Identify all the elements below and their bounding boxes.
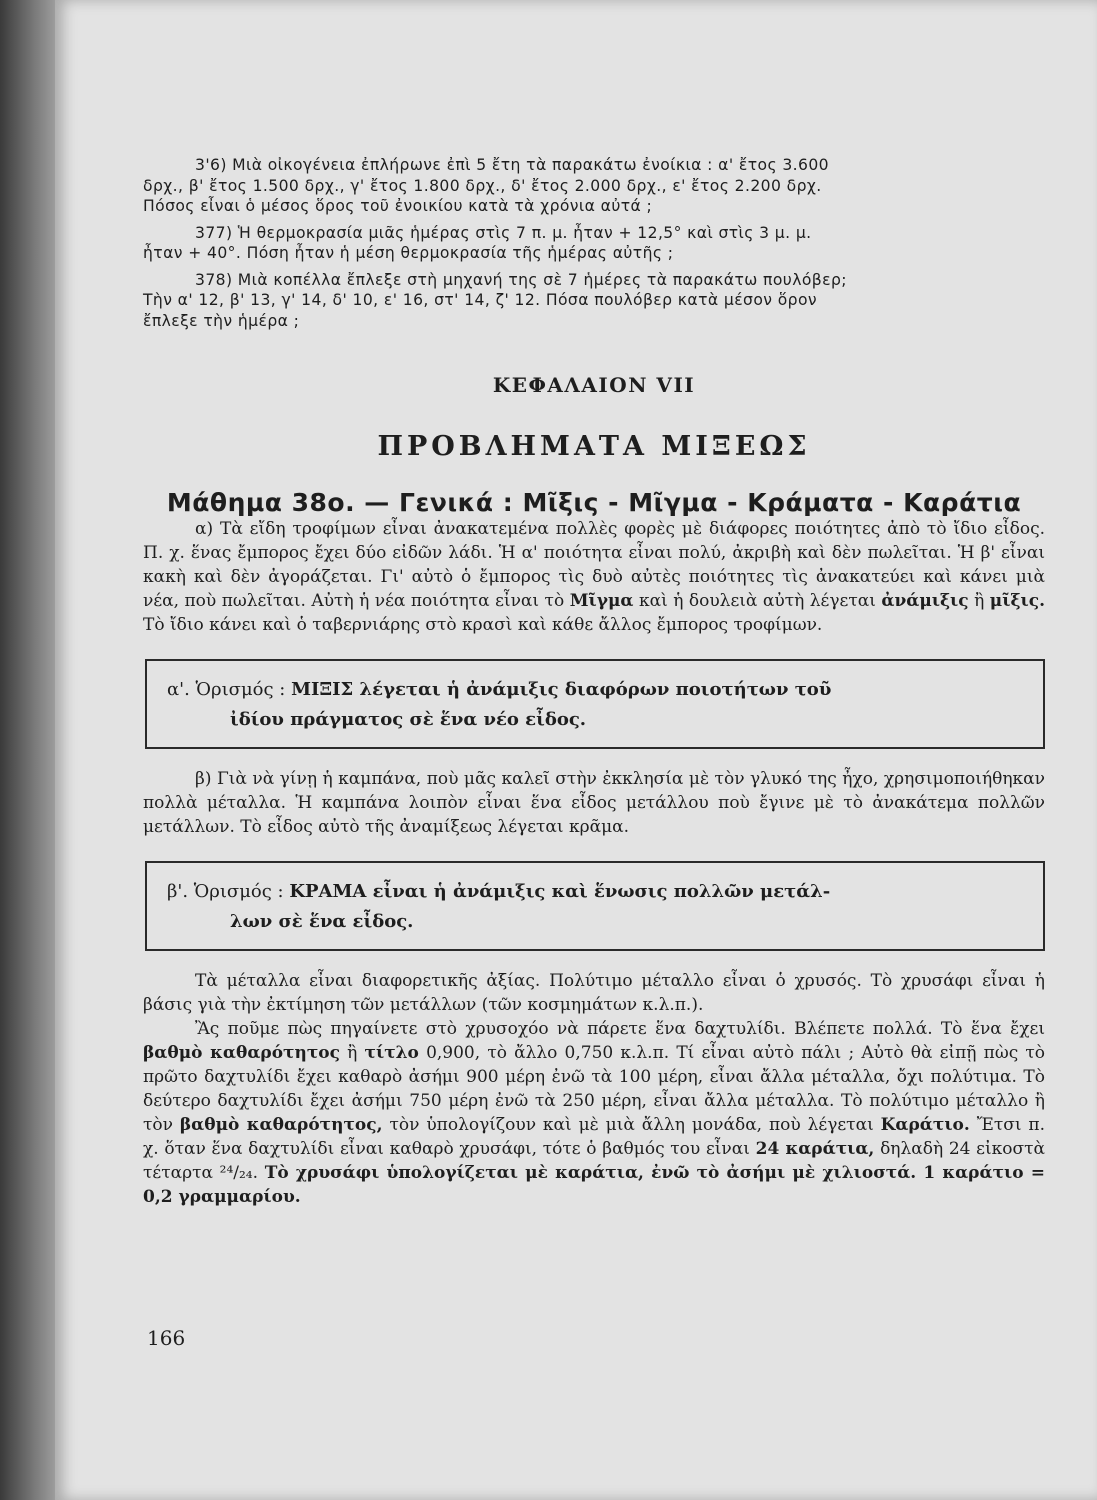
problem-377-line-2: ἦταν + 40°. Πόση ἦταν ἡ μέση θερμοκρασία τῆς ἡμέρας αὐτῆς ; — [143, 244, 674, 262]
intro-text-1: α) Τὰ εἴδη τροφίμων εἶναι ἀνακατεμένα πολλὲς φορὲς μὲ διάφορες ποιότητες ἀπὸ τὸ ἴδιο εἶδος. Π. χ. ἕνας ἔμπορος ἔχει δύο εἰδῶν λάδι. Ἡ α' ποιότητα εἶναι πολύ, ἀκριβὴ καὶ δὲν πωλεῖται. Ἡ β' εἶναι κακὴ καὶ δὲν ἀγοράζεται. Γι' αὐτὸ ὁ ἔμπορος τὶς δυὸ αὐτὲς ποιότητες τὶς ἀνακατεύει καὶ κάνει μιὰ νέα, ποὺ πωλεῖται. Αὐτὴ ἡ νέα ποιότητα εἶναι τὸ — [143, 519, 1045, 611]
intro-paragraph — [143, 517, 1045, 637]
definition-b-text-1: ΚΡΑΜΑ εἶναι ἡ ἀνάμιξις καὶ ἕνωσις πολλῶν μετάλ- — [289, 881, 831, 902]
rings-bold-title: τίτλο — [364, 1043, 419, 1063]
rings-paragraph — [143, 1017, 1045, 1209]
intro-bold-mixis: μῖξις. — [989, 591, 1046, 611]
definition-b-text-2: λων σὲ ἕνα εἶδος. — [230, 911, 414, 932]
rings-text-2: ἢ — [347, 1043, 358, 1063]
scan-binding-shadow — [0, 0, 60, 1500]
chapter-heading: ΚΕΦΑΛΑΙΟΝ VII — [492, 373, 696, 397]
page-number: 166 — [147, 1326, 186, 1350]
problem-378-line-1: 378) Μιὰ κοπέλλα ἔπλεξε στὴ μηχανή της σὲ 7 ἡμέρες τὰ παρακάτω πουλόβερ; — [195, 270, 847, 289]
rings-bold-purity-2: βαθμὸ καθαρότητος, — [179, 1115, 383, 1135]
intro-bold-anamixis: ἀνάμιξις — [881, 591, 969, 611]
problem-376-line-3: Πόσος εἶναι ὁ μέσος ὅρος τοῦ ἐνοικίου κατὰ τὰ χρόνια αὐτά ; — [143, 197, 653, 215]
book-page — [55, 0, 1097, 1500]
definition-a-line-2 — [167, 705, 1023, 735]
lesson-title: Μάθημα 38ο. — Γενικά : Μῖξις - Μῖγμα - Κράματα - Καράτια — [166, 488, 1022, 517]
intro-text-2: καὶ ἡ δουλειὰ αὐτὴ λέγεται — [638, 591, 876, 611]
definition-b-line-2 — [167, 907, 1023, 937]
problem-376-line-1: 3'6) Μιὰ οἰκογένεια ἐπλήρωνε ἐπὶ 5 ἔτη τὰ παρακάτω ἐνοίκια : α' ἔτος 3.600 — [195, 156, 830, 174]
definition-box-mixis — [145, 659, 1045, 749]
rings-text-5: Ἔτσι π. χ. ὅταν ἕνα δαχτυλίδι εἶναι καθαρὸ χρυσάφι, τότε ὁ βαθμός του εἶναι — [143, 1115, 1046, 1159]
intro-bold-migma: Μῖγμα — [569, 591, 634, 611]
bell-paragraph: β) Γιὰ νὰ γίνῃ ἡ καμπάνα, ποὺ μᾶς καλεῖ στὴν ἐκκλησία μὲ τὸν γλυκό της ἦχο, χρησιμοποιήθηκαν πολλὰ μέταλλα. Ἡ καμπάνα λοιπὸν εἶναι ἕνα εἶδος μετάλλου ποὺ ἔγινε μὲ τὸ ἀνακάτεμα πολλῶν μετάλλων. Τὸ εἶδος αὐτὸ τῆς ἀναμίξεως λέγεται κρᾶμα. — [143, 769, 1045, 837]
section-title: ΠΡΟΒΛΗΜΑΤΑ ΜΙΞΕΩΣ — [377, 431, 811, 462]
intro-text-3: ἢ — [974, 591, 985, 611]
definition-a-text-1: ΜΙΞΙΣ λέγεται ἡ ἀνάμιξις διαφόρων ποιοτήτων τοῦ — [291, 679, 832, 700]
rings-bold-purity: βαθμὸ καθαρότητος — [143, 1043, 340, 1063]
page-content — [143, 155, 1045, 1209]
definition-box-krama — [145, 861, 1045, 951]
rings-bold-conclusion: Τὸ χρυσάφι ὑπολογίζεται μὲ καράτια, ἐνῶ τὸ ἀσήμι μὲ χιλιοστά. 1 καράτιο = 0,2 γραμμαρίου. — [143, 1163, 1045, 1207]
rings-bold-karat: Καράτιο. — [880, 1115, 970, 1135]
definition-a-text-2: ἰδίου πράγματος σὲ ἕνα νέο εἶδος. — [230, 709, 587, 730]
problem-378-line-2: Τὴν α' 12, β' 13, γ' 14, δ' 10, ε' 16, στ' 14, ζ' 12. Πόσα πουλόβερ κατὰ μέσον ὅρον — [143, 291, 818, 309]
definition-b-prefix: β'. Ὁρισμός : — [167, 881, 284, 902]
definition-a-line-1 — [167, 675, 1023, 705]
metals-paragraph: Τὰ μέταλλα εἶναι διαφορετικῆς ἀξίας. Πολύτιμο μέταλλο εἶναι ὁ χρυσός. Τὸ χρυσάφι εἶναι ἡ βάσις γιὰ τὴν ἐκτίμηση τῶν μετάλλων (τῶν κοσμημάτων κ.λ.π.). — [143, 971, 1045, 1015]
problem-376-line-2: δρχ., β' ἔτος 1.500 δρχ., γ' ἔτος 1.800 δρχ., δ' ἔτος 2.000 δρχ., ε' ἔτος 2.200 δρχ. — [143, 176, 822, 195]
problem-378-line-3: ἔπλεξε τὴν ἡμέρα ; — [143, 311, 300, 330]
lesson-body — [143, 517, 1045, 1209]
problem-377-line-1: 377) Ἡ θερμοκρασία μιᾶς ἡμέρας στὶς 7 π. μ. ἦταν + 12,5° καὶ στὶς 3 μ. μ. — [195, 223, 812, 242]
definition-a-prefix: α'. Ὁρισμός : — [167, 679, 286, 700]
rings-text-4: τὸν ὑπολογίζουν καὶ μὲ μιὰ ἄλλη μονάδα, ποὺ λέγεται — [389, 1115, 874, 1135]
definition-b-line-1 — [167, 877, 1023, 907]
problems-block — [143, 155, 1045, 331]
rings-text-6: δηλαδὴ 24 εἰκοστὰ τέταρτα ²⁴/₂₄. — [143, 1139, 1046, 1183]
rings-bold-24-karats: 24 καράτια, — [755, 1139, 875, 1159]
intro-text-4: Τὸ ἴδιο κάνει καὶ ὁ ταβερνιάρης στὸ κρασὶ καὶ κάθε ἄλλος ἔμπορος τροφίμων. — [143, 615, 823, 635]
rings-text-1: Ἂς ποῦμε πὼς πηγαίνετε στὸ χρυσοχόο νὰ πάρετε ἕνα δαχτυλίδι. Βλέπετε πολλά. Τὸ ἕνα ἔχει — [195, 1019, 1045, 1039]
rings-text-3: 0,900, τὸ ἄλλο 0,750 κ.λ.π. Τί εἶναι αὐτὸ πάλι ; Αὐτὸ θὰ εἰπῇ πὼς τὸ πρῶτο δαχτυλίδι ἔχει καθαρὸ ἀσήμι 900 μέρη ἐνῶ τὰ 100 μέρη, εἶναι ἄλλα μέταλλα, ὄχι πολύτιμα. Τὸ δεύτερο δαχτυλίδι ἔχει ἀσήμι 750 μέρη ἐνῶ τὰ 250 μέρη, εἶναι ἄλλα μέταλλα. Τὸ πολύτιμο μέταλλο ἢ τὸν — [143, 1043, 1046, 1135]
